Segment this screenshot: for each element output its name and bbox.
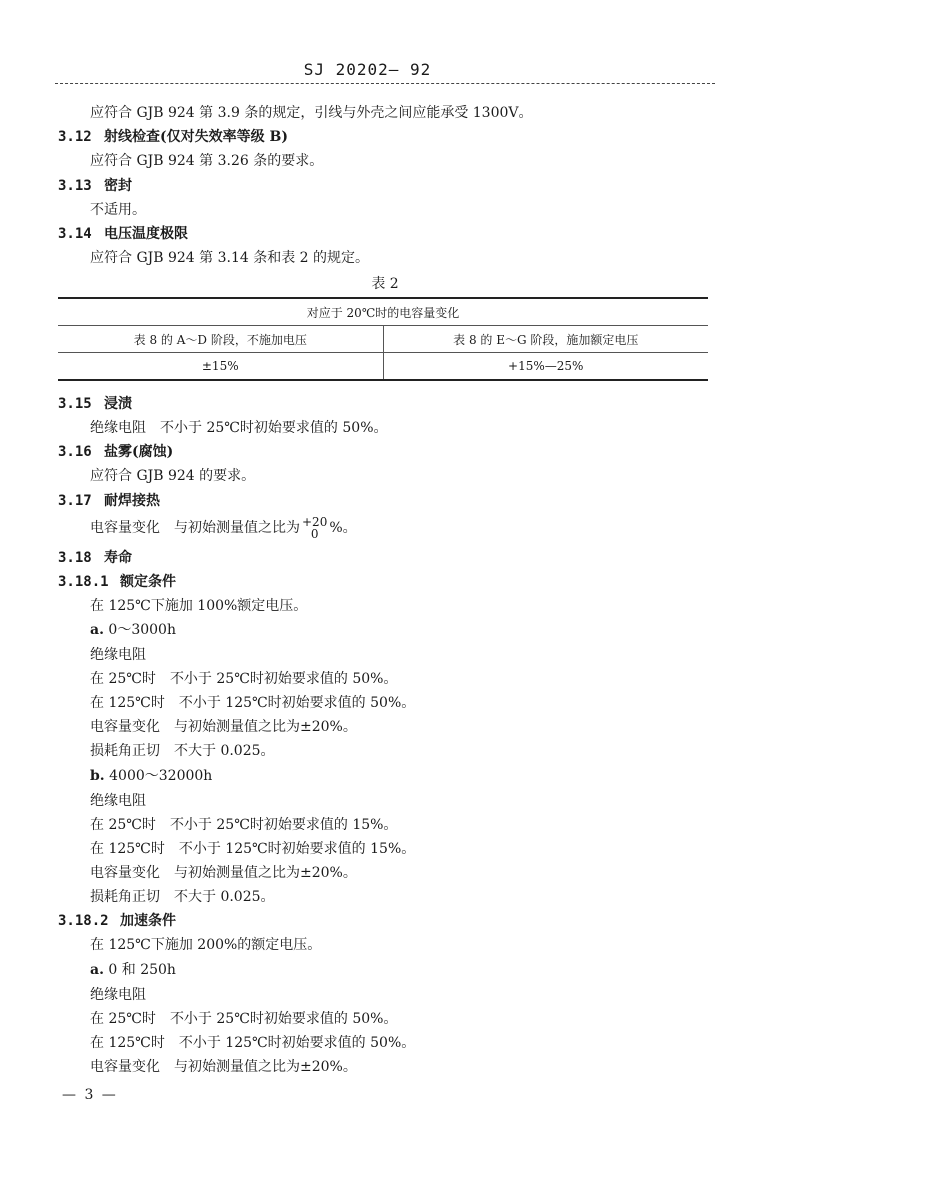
line-label: 损耗角正切 [90, 743, 160, 759]
accelerated-a-line-3 [90, 1058, 357, 1076]
rated-intro: 在 125℃下施加 100%额定电压。 [90, 598, 308, 614]
section-3-15-body [90, 419, 388, 437]
section-3-18-heading [58, 549, 132, 567]
accelerated-a-ir-heading: 绝缘电阻 [90, 987, 146, 1003]
rated-b-line-3 [90, 864, 357, 882]
item-label: a. [90, 622, 104, 638]
accelerated-a-line-1 [90, 1010, 397, 1028]
line-label: 在 125℃时 [90, 841, 165, 857]
rated-b-line-4 [90, 888, 275, 906]
table-2-caption: 表 2 [371, 276, 399, 292]
body-suffix: %。 [329, 520, 357, 536]
line-label: 在 25℃时 [90, 671, 156, 687]
section-3-17-body [90, 515, 357, 541]
table-2 [58, 297, 708, 381]
fraction-top: +20 [302, 515, 328, 529]
tolerance-fraction [302, 516, 327, 540]
item-range: 0～3000h [108, 622, 176, 638]
rated-a-line-1 [90, 670, 397, 688]
section-number: 3.15 [58, 396, 92, 412]
line-text: 与初始测量值之比为±20%。 [174, 1059, 357, 1075]
section-3-17-heading [58, 492, 160, 510]
line-text: 不大于 0.025。 [174, 889, 275, 905]
item-range: 0 和 250h [108, 962, 176, 978]
rated-a-line-4 [90, 742, 275, 760]
section-title: 密封 [104, 178, 132, 194]
header-divider [55, 83, 715, 84]
rated-b-line-1 [90, 816, 397, 834]
accelerated-intro: 在 125℃下施加 200%的额定电压。 [90, 937, 322, 953]
line-text: 与初始测量值之比为±20%。 [174, 865, 357, 881]
body-label: 电容量变化 [90, 520, 160, 536]
line-text: 不小于 25℃时初始要求值的 15%。 [169, 817, 398, 833]
body-text: 不小于 25℃时初始要求值的 50%。 [160, 420, 388, 436]
line-label: 电容量变化 [90, 719, 160, 735]
body-label: 绝缘电阻 [90, 420, 146, 436]
rated-a-line-2 [90, 694, 415, 712]
section-number: 3.14 [58, 226, 92, 242]
line-label: 在 25℃时 [90, 1011, 156, 1027]
item-label: b. [90, 768, 105, 784]
rated-a-ir-heading: 绝缘电阻 [90, 647, 146, 663]
section-3-14-body: 应符合 GJB 924 第 3.14 条和表 2 的规定。 [90, 250, 370, 266]
accelerated-a-line-2 [90, 1034, 415, 1052]
section-number: 3.17 [58, 493, 92, 509]
rated-b-ir-heading: 绝缘电阻 [90, 793, 146, 809]
section-3-18-1-heading [58, 573, 176, 591]
section-title: 耐焊接热 [104, 493, 160, 509]
section-title: 额定条件 [120, 574, 176, 590]
section-3-12-body: 应符合 GJB 924 第 3.26 条的要求。 [90, 153, 324, 169]
line-label: 电容量变化 [90, 1059, 160, 1075]
line-label: 损耗角正切 [90, 889, 160, 905]
section-number: 3.18.2 [58, 913, 109, 929]
line-text: 不小于 125℃时初始要求值的 50%。 [178, 1035, 416, 1051]
rated-a-line-3 [90, 718, 357, 736]
section-number: 3.12 [58, 129, 92, 145]
line-text: 不大于 0.025。 [174, 743, 275, 759]
item-label: a. [90, 962, 104, 978]
document-code: SJ 20202— 92 [303, 60, 432, 79]
section-3-16-body: 应符合 GJB 924 的要求。 [90, 468, 256, 484]
para-3-11-continuation: 应符合 GJB 924 第 3.9 条的规定，引线与外壳之间应能承受 1300V。 [90, 105, 533, 121]
section-3-13-heading [58, 177, 132, 195]
section-3-16-heading [58, 443, 173, 461]
table-header: 对应于 20℃时的电容量变化 [58, 298, 708, 326]
page-number: — 3 — [62, 1087, 118, 1103]
table-cell-left-value: ±15% [58, 353, 383, 381]
section-number: 3.18.1 [58, 574, 109, 590]
section-number: 3.18 [58, 550, 92, 566]
fraction-bottom: 0 [310, 527, 319, 541]
section-title: 加速条件 [120, 913, 176, 929]
table-col-left-header: 表 8 的 A～D 阶段，不施加电压 [58, 326, 383, 353]
section-3-14-heading [58, 225, 188, 243]
line-label: 电容量变化 [90, 865, 160, 881]
section-number: 3.13 [58, 178, 92, 194]
line-text: 不小于 25℃时初始要求值的 50%。 [169, 671, 398, 687]
body-text: 与初始测量值之比为 [174, 520, 300, 536]
line-text: 不小于 125℃时初始要求值的 50%。 [178, 695, 416, 711]
line-label: 在 125℃时 [90, 695, 165, 711]
line-text: 与初始测量值之比为±20%。 [174, 719, 357, 735]
section-3-13-body: 不适用。 [90, 202, 146, 218]
rated-item-a [90, 621, 176, 639]
line-text: 不小于 125℃时初始要求值的 15%。 [178, 841, 416, 857]
section-title: 射线检查(仅对失效率等级 B) [104, 129, 288, 145]
section-title: 电压温度极限 [104, 226, 188, 242]
line-label: 在 25℃时 [90, 817, 156, 833]
accelerated-item-a [90, 961, 176, 979]
section-title: 盐雾(腐蚀) [104, 444, 174, 460]
section-3-15-heading [58, 395, 132, 413]
section-number: 3.16 [58, 444, 92, 460]
rated-b-line-2 [90, 840, 415, 858]
line-label: 在 125℃时 [90, 1035, 165, 1051]
table-col-right-header: 表 8 的 E～G 阶段，施加额定电压 [383, 326, 708, 353]
item-range: 4000～32000h [109, 768, 213, 784]
section-3-12-heading [58, 128, 288, 146]
section-title: 浸渍 [104, 396, 132, 412]
rated-item-b [90, 767, 212, 785]
table-cell-right-value: +15%—25% [383, 353, 708, 381]
line-text: 不小于 25℃时初始要求值的 50%。 [169, 1011, 398, 1027]
section-3-18-2-heading [58, 912, 176, 930]
section-title: 寿命 [104, 550, 132, 566]
